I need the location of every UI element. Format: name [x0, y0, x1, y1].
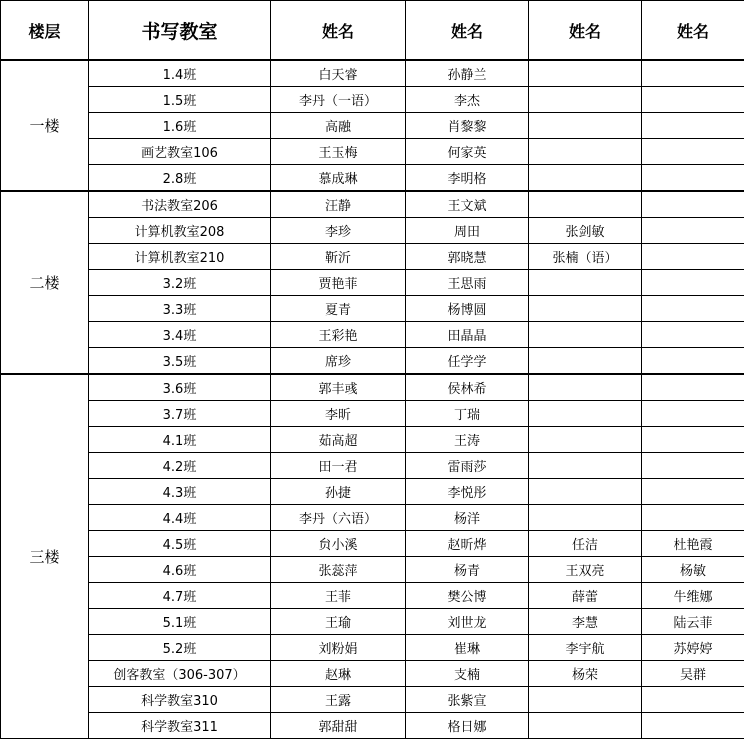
room-cell: 3.3班	[89, 296, 271, 322]
name-cell: 贠小溪	[271, 531, 406, 557]
name-cell: 王菲	[271, 583, 406, 609]
name-cell: 任学学	[406, 348, 529, 375]
name-cell	[642, 505, 744, 531]
name-cell	[529, 139, 642, 165]
name-cell: 雷雨莎	[406, 453, 529, 479]
room-cell: 4.6班	[89, 557, 271, 583]
room-cell: 3.4班	[89, 322, 271, 348]
room-cell: 5.1班	[89, 609, 271, 635]
name-cell	[642, 296, 744, 322]
name-cell: 孙捷	[271, 479, 406, 505]
name-cell: 郭甜甜	[271, 713, 406, 739]
header-name-4: 姓名	[642, 1, 744, 61]
room-cell: 3.2班	[89, 270, 271, 296]
name-cell	[529, 401, 642, 427]
name-cell	[642, 87, 744, 113]
name-cell	[642, 713, 744, 739]
table-row	[1, 453, 744, 479]
name-cell: 支楠	[406, 661, 529, 687]
name-cell	[529, 322, 642, 348]
room-cell: 1.6班	[89, 113, 271, 139]
name-cell: 刘世龙	[406, 609, 529, 635]
header-row	[1, 1, 744, 61]
name-cell: 杨博圆	[406, 296, 529, 322]
name-cell: 夏青	[271, 296, 406, 322]
room-cell: 计算机教室208	[89, 218, 271, 244]
name-cell: 王思雨	[406, 270, 529, 296]
name-cell: 田一君	[271, 453, 406, 479]
name-cell: 王彩艳	[271, 322, 406, 348]
table-row	[1, 531, 744, 557]
name-cell: 田晶晶	[406, 322, 529, 348]
name-cell: 李珍	[271, 218, 406, 244]
name-cell: 赵琳	[271, 661, 406, 687]
table-row	[1, 113, 744, 139]
name-cell: 张剑敏	[529, 218, 642, 244]
name-cell: 张楠（语）	[529, 244, 642, 270]
name-cell	[529, 505, 642, 531]
name-cell	[529, 687, 642, 713]
table-row	[1, 165, 744, 192]
table-row	[1, 505, 744, 531]
table-row	[1, 270, 744, 296]
name-cell	[642, 479, 744, 505]
name-cell: 格日娜	[406, 713, 529, 739]
name-cell	[642, 348, 744, 375]
name-cell	[529, 87, 642, 113]
room-cell: 4.5班	[89, 531, 271, 557]
name-cell	[529, 427, 642, 453]
name-cell: 王瑜	[271, 609, 406, 635]
name-cell: 李昕	[271, 401, 406, 427]
name-cell: 杨洋	[406, 505, 529, 531]
name-cell: 郭晓慧	[406, 244, 529, 270]
room-cell: 1.5班	[89, 87, 271, 113]
table-row	[1, 348, 744, 375]
name-cell: 王文斌	[406, 191, 529, 218]
name-cell: 陆云菲	[642, 609, 744, 635]
name-cell: 李慧	[529, 609, 642, 635]
name-cell: 王露	[271, 687, 406, 713]
table-row	[1, 244, 744, 270]
name-cell: 李明格	[406, 165, 529, 192]
name-cell: 李宇航	[529, 635, 642, 661]
table-row	[1, 713, 744, 739]
name-cell: 杨敏	[642, 557, 744, 583]
room-cell: 计算机教室210	[89, 244, 271, 270]
name-cell: 王玉梅	[271, 139, 406, 165]
table-row	[1, 635, 744, 661]
name-cell: 慕成琳	[271, 165, 406, 192]
name-cell: 周田	[406, 218, 529, 244]
name-cell	[642, 374, 744, 401]
room-cell: 2.8班	[89, 165, 271, 192]
name-cell: 汪静	[271, 191, 406, 218]
header-name-3: 姓名	[529, 1, 642, 61]
name-cell: 王双亮	[529, 557, 642, 583]
header-room: 书写教室	[89, 1, 271, 61]
header-name-2: 姓名	[406, 1, 529, 61]
room-cell: 3.5班	[89, 348, 271, 375]
table-row	[1, 191, 744, 218]
room-cell: 4.7班	[89, 583, 271, 609]
name-cell: 肖黎黎	[406, 113, 529, 139]
room-cell: 科学教室310	[89, 687, 271, 713]
name-cell: 吴群	[642, 661, 744, 687]
room-cell: 4.4班	[89, 505, 271, 531]
name-cell: 杜艳霞	[642, 531, 744, 557]
table-row	[1, 557, 744, 583]
room-cell: 创客教室（306-307）	[89, 661, 271, 687]
name-cell: 苏婷婷	[642, 635, 744, 661]
name-cell: 李丹（六语）	[271, 505, 406, 531]
name-cell	[529, 453, 642, 479]
room-cell: 科学教室311	[89, 713, 271, 739]
room-cell: 3.6班	[89, 374, 271, 401]
room-cell: 3.7班	[89, 401, 271, 427]
room-cell: 4.2班	[89, 453, 271, 479]
name-cell	[642, 139, 744, 165]
name-cell	[529, 296, 642, 322]
room-cell: 4.1班	[89, 427, 271, 453]
name-cell: 郭丰彧	[271, 374, 406, 401]
table-row	[1, 661, 744, 687]
header-floor: 楼层	[1, 1, 89, 61]
name-cell	[529, 60, 642, 87]
name-cell	[642, 165, 744, 192]
table-row	[1, 583, 744, 609]
floor-label: 一楼	[1, 60, 89, 191]
table-row	[1, 218, 744, 244]
room-cell: 1.4班	[89, 60, 271, 87]
table-row	[1, 87, 744, 113]
header-name-1: 姓名	[271, 1, 406, 61]
table-row	[1, 479, 744, 505]
name-cell: 孙静兰	[406, 60, 529, 87]
table-row	[1, 687, 744, 713]
name-cell	[642, 60, 744, 87]
name-cell: 张蕊萍	[271, 557, 406, 583]
name-cell: 靳沂	[271, 244, 406, 270]
table-row	[1, 296, 744, 322]
name-cell: 何家英	[406, 139, 529, 165]
name-cell: 李杰	[406, 87, 529, 113]
table-row	[1, 374, 744, 401]
name-cell: 白天睿	[271, 60, 406, 87]
name-cell: 侯林希	[406, 374, 529, 401]
name-cell: 赵昕烨	[406, 531, 529, 557]
name-cell: 薛蕾	[529, 583, 642, 609]
name-cell: 刘粉娟	[271, 635, 406, 661]
name-cell: 张紫宣	[406, 687, 529, 713]
name-cell	[642, 191, 744, 218]
name-cell: 李悦彤	[406, 479, 529, 505]
name-cell	[642, 218, 744, 244]
room-cell: 书法教室206	[89, 191, 271, 218]
name-cell: 任洁	[529, 531, 642, 557]
name-cell	[642, 427, 744, 453]
room-cell: 5.2班	[89, 635, 271, 661]
table-row	[1, 139, 744, 165]
name-cell	[642, 453, 744, 479]
table-row	[1, 60, 744, 87]
room-cell: 4.3班	[89, 479, 271, 505]
name-cell: 杨荣	[529, 661, 642, 687]
name-cell: 丁瑞	[406, 401, 529, 427]
roster-body	[1, 60, 744, 739]
name-cell: 茹高超	[271, 427, 406, 453]
name-cell	[529, 348, 642, 375]
name-cell: 王涛	[406, 427, 529, 453]
name-cell: 贾艳菲	[271, 270, 406, 296]
name-cell: 李丹（一语）	[271, 87, 406, 113]
name-cell	[642, 687, 744, 713]
name-cell	[529, 479, 642, 505]
name-cell: 牛维娜	[642, 583, 744, 609]
name-cell	[529, 191, 642, 218]
name-cell	[642, 113, 744, 139]
name-cell: 樊公博	[406, 583, 529, 609]
room-cell: 画艺教室106	[89, 139, 271, 165]
name-cell: 杨青	[406, 557, 529, 583]
name-cell	[529, 713, 642, 739]
table-row	[1, 427, 744, 453]
name-cell	[642, 322, 744, 348]
name-cell: 崔琳	[406, 635, 529, 661]
floor-label: 三楼	[1, 374, 89, 739]
name-cell	[529, 113, 642, 139]
name-cell	[529, 270, 642, 296]
name-cell: 高融	[271, 113, 406, 139]
name-cell	[529, 165, 642, 192]
name-cell	[529, 374, 642, 401]
table-row	[1, 322, 744, 348]
name-cell	[642, 401, 744, 427]
floor-label: 二楼	[1, 191, 89, 374]
table-row	[1, 609, 744, 635]
name-cell: 席珍	[271, 348, 406, 375]
name-cell	[642, 270, 744, 296]
name-cell	[642, 244, 744, 270]
table-row	[1, 401, 744, 427]
